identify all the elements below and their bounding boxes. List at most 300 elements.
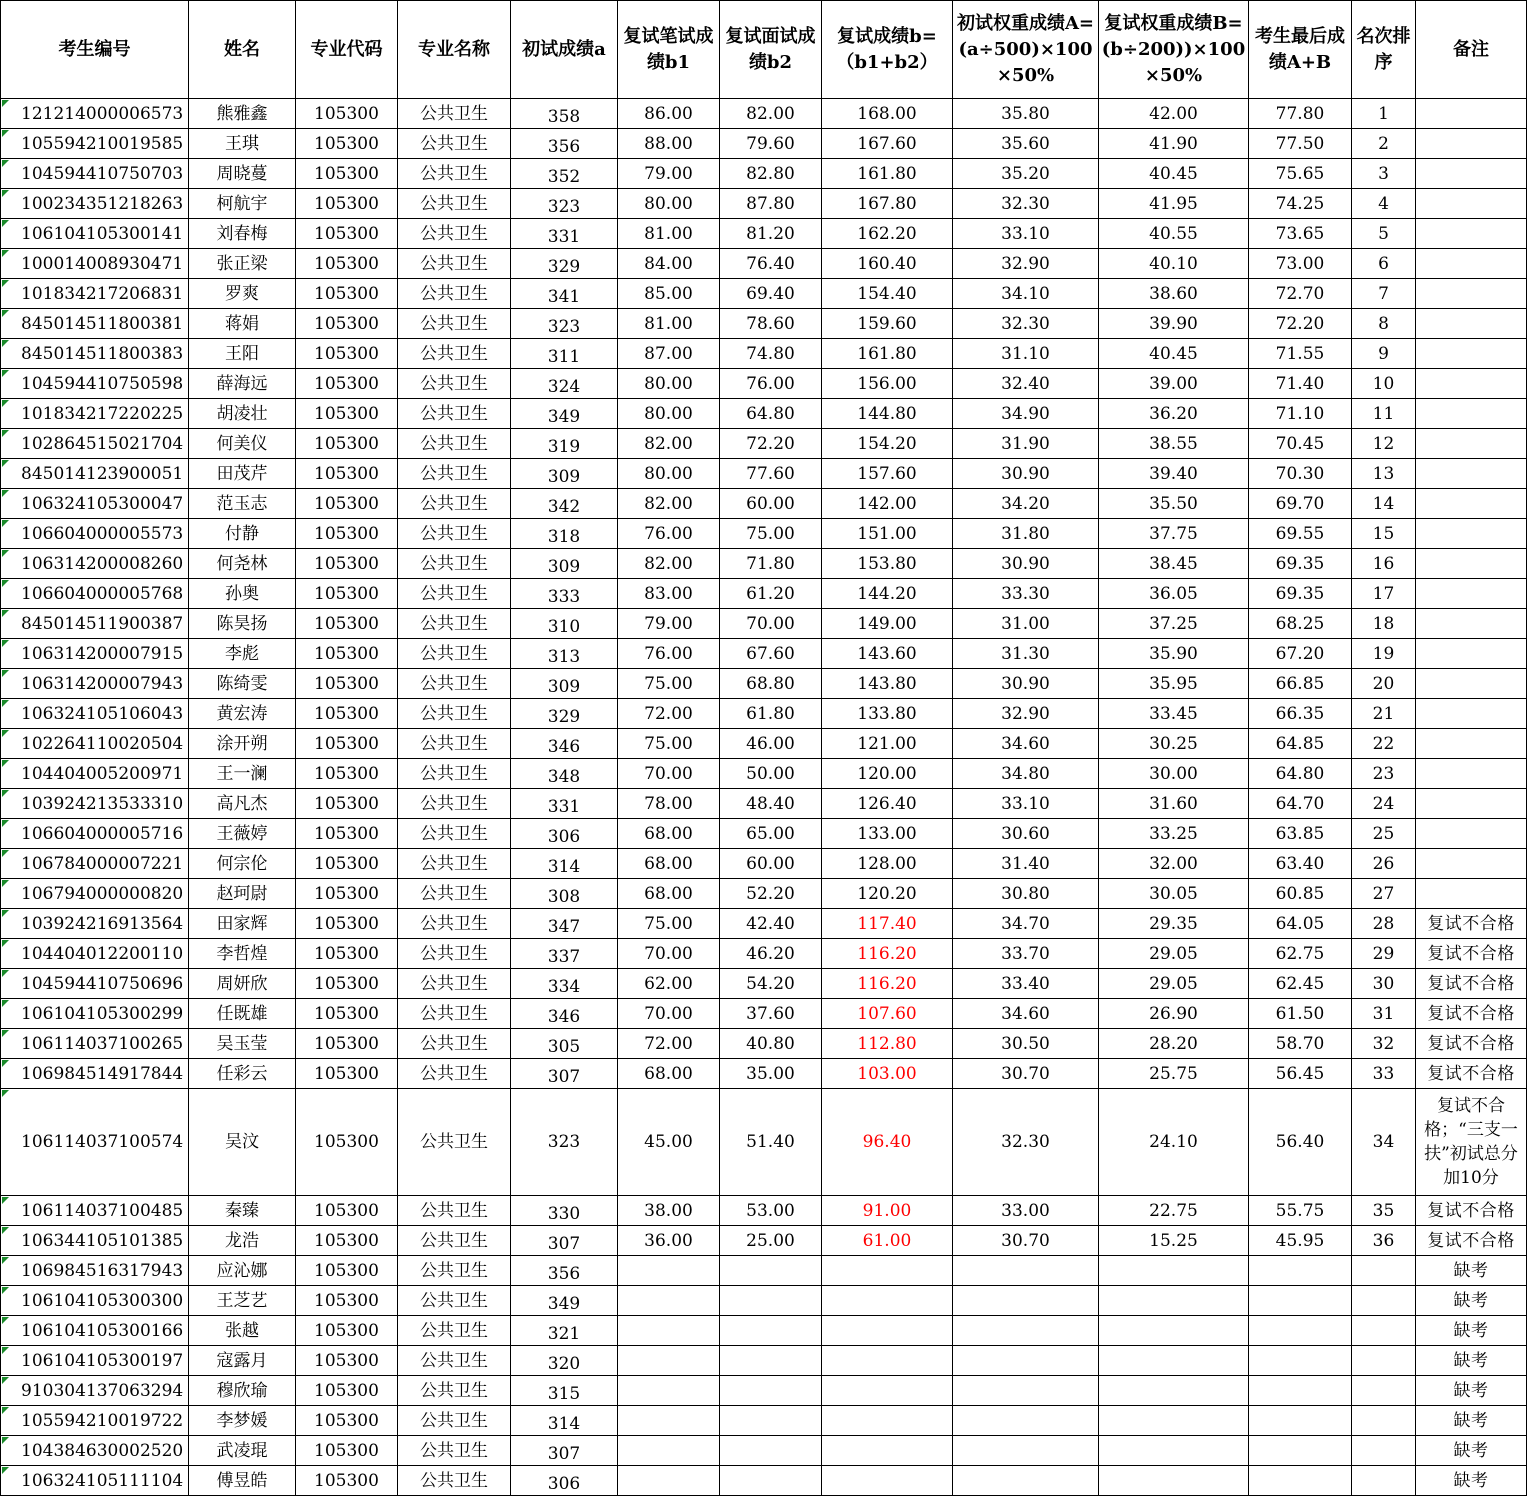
cell-initial-weighted: 34.70 xyxy=(953,909,1099,939)
table-row xyxy=(1,1376,1527,1406)
cell-retest-score: 161.80 xyxy=(822,339,953,369)
cell-remarks xyxy=(1416,489,1527,519)
table-row xyxy=(1,219,1527,249)
cell-written-score xyxy=(618,1346,720,1376)
cell-retest-score: 117.40 xyxy=(822,909,953,939)
cell-rank: 25 xyxy=(1352,819,1416,849)
cell-candidate-id: 106794000000820 xyxy=(1,879,189,909)
cell-interview-score xyxy=(720,1376,822,1406)
cell-major-name: 公共卫生 xyxy=(398,1466,511,1496)
cell-major-name: 公共卫生 xyxy=(398,1029,511,1059)
cell-final-score: 64.70 xyxy=(1249,789,1352,819)
header-written-score: 复试笔试成绩b1 xyxy=(618,1,720,99)
cell-remarks: 复试不合格 xyxy=(1416,969,1527,999)
cell-initial-score: 310 xyxy=(511,609,618,639)
cell-retest-weighted: 35.50 xyxy=(1099,489,1249,519)
header-major-name: 专业名称 xyxy=(398,1,511,99)
cell-remarks xyxy=(1416,789,1527,819)
cell-retest-weighted: 40.55 xyxy=(1099,219,1249,249)
cell-written-score: 75.00 xyxy=(618,729,720,759)
cell-written-score: 80.00 xyxy=(618,189,720,219)
cell-interview-score: 35.00 xyxy=(720,1059,822,1089)
cell-initial-score: 346 xyxy=(511,729,618,759)
cell-major-code: 105300 xyxy=(296,1346,398,1376)
cell-written-score: 82.00 xyxy=(618,489,720,519)
table-row xyxy=(1,429,1527,459)
cell-initial-score: 356 xyxy=(511,1256,618,1286)
cell-written-score: 78.00 xyxy=(618,789,720,819)
cell-retest-weighted xyxy=(1099,1256,1249,1286)
cell-initial-weighted: 32.30 xyxy=(953,189,1099,219)
cell-name: 周晓蔓 xyxy=(189,159,296,189)
cell-major-code: 105300 xyxy=(296,609,398,639)
cell-interview-score: 82.00 xyxy=(720,99,822,129)
cell-name: 王薇婷 xyxy=(189,819,296,849)
cell-remarks: 缺考 xyxy=(1416,1376,1527,1406)
cell-initial-score: 311 xyxy=(511,339,618,369)
header-retest-score: 复试成绩b=（b1+b2） xyxy=(822,1,953,99)
cell-rank: 18 xyxy=(1352,609,1416,639)
cell-major-name: 公共卫生 xyxy=(398,219,511,249)
table-row xyxy=(1,249,1527,279)
cell-final-score: 68.25 xyxy=(1249,609,1352,639)
cell-rank: 6 xyxy=(1352,249,1416,279)
cell-rank: 29 xyxy=(1352,939,1416,969)
cell-candidate-id: 104594410750696 xyxy=(1,969,189,999)
cell-retest-score: 144.80 xyxy=(822,399,953,429)
cell-initial-weighted xyxy=(953,1376,1099,1406)
cell-initial-score: 329 xyxy=(511,249,618,279)
cell-major-code: 105300 xyxy=(296,579,398,609)
cell-initial-weighted: 35.80 xyxy=(953,99,1099,129)
cell-major-name: 公共卫生 xyxy=(398,99,511,129)
cell-interview-score: 72.20 xyxy=(720,429,822,459)
cell-initial-weighted xyxy=(953,1436,1099,1466)
cell-written-score xyxy=(618,1256,720,1286)
cell-name: 周妍欣 xyxy=(189,969,296,999)
cell-final-score xyxy=(1249,1466,1352,1496)
cell-written-score: 81.00 xyxy=(618,309,720,339)
cell-interview-score: 60.00 xyxy=(720,849,822,879)
cell-written-score: 80.00 xyxy=(618,459,720,489)
cell-major-name: 公共卫生 xyxy=(398,429,511,459)
cell-retest-weighted: 39.40 xyxy=(1099,459,1249,489)
table-row xyxy=(1,99,1527,129)
cell-retest-weighted: 28.20 xyxy=(1099,1029,1249,1059)
table-row xyxy=(1,1226,1527,1256)
cell-rank xyxy=(1352,1346,1416,1376)
cell-interview-score: 81.20 xyxy=(720,219,822,249)
table-row xyxy=(1,369,1527,399)
cell-initial-score: 323 xyxy=(511,309,618,339)
cell-major-code: 105300 xyxy=(296,279,398,309)
cell-major-code: 105300 xyxy=(296,159,398,189)
cell-final-score xyxy=(1249,1346,1352,1376)
cell-interview-score xyxy=(720,1346,822,1376)
header-interview-score: 复试面试成绩b2 xyxy=(720,1,822,99)
cell-retest-score: 133.00 xyxy=(822,819,953,849)
cell-retest-weighted xyxy=(1099,1466,1249,1496)
cell-retest-weighted: 41.90 xyxy=(1099,129,1249,159)
cell-initial-weighted: 34.60 xyxy=(953,729,1099,759)
cell-retest-score: 143.80 xyxy=(822,669,953,699)
cell-name: 陈绮雯 xyxy=(189,669,296,699)
cell-major-name: 公共卫生 xyxy=(398,669,511,699)
cell-interview-score: 69.40 xyxy=(720,279,822,309)
cell-interview-score: 53.00 xyxy=(720,1196,822,1226)
table-row xyxy=(1,489,1527,519)
cell-final-score: 73.65 xyxy=(1249,219,1352,249)
cell-rank: 24 xyxy=(1352,789,1416,819)
cell-interview-score: 25.00 xyxy=(720,1226,822,1256)
cell-rank: 15 xyxy=(1352,519,1416,549)
cell-interview-score: 87.80 xyxy=(720,189,822,219)
cell-interview-score: 51.40 xyxy=(720,1089,822,1196)
cell-name: 穆欣瑜 xyxy=(189,1376,296,1406)
cell-rank: 16 xyxy=(1352,549,1416,579)
cell-candidate-id: 845014511900387 xyxy=(1,609,189,639)
cell-name: 吴玉莹 xyxy=(189,1029,296,1059)
cell-retest-weighted: 36.05 xyxy=(1099,579,1249,609)
cell-written-score: 82.00 xyxy=(618,549,720,579)
cell-final-score: 69.70 xyxy=(1249,489,1352,519)
cell-major-name: 公共卫生 xyxy=(398,339,511,369)
cell-interview-score: 76.00 xyxy=(720,369,822,399)
cell-initial-score: 323 xyxy=(511,189,618,219)
table-row xyxy=(1,1196,1527,1226)
cell-written-score xyxy=(618,1376,720,1406)
table-row xyxy=(1,189,1527,219)
cell-interview-score: 76.40 xyxy=(720,249,822,279)
cell-rank: 5 xyxy=(1352,219,1416,249)
cell-remarks xyxy=(1416,639,1527,669)
cell-retest-score xyxy=(822,1316,953,1346)
table-row xyxy=(1,759,1527,789)
cell-interview-score: 82.80 xyxy=(720,159,822,189)
table-row xyxy=(1,129,1527,159)
cell-name: 刘春梅 xyxy=(189,219,296,249)
cell-rank xyxy=(1352,1286,1416,1316)
cell-initial-score: 331 xyxy=(511,789,618,819)
cell-initial-weighted: 34.60 xyxy=(953,999,1099,1029)
cell-interview-score: 64.80 xyxy=(720,399,822,429)
cell-major-name: 公共卫生 xyxy=(398,1256,511,1286)
table-row xyxy=(1,1316,1527,1346)
header-name: 姓名 xyxy=(189,1,296,99)
cell-major-code: 105300 xyxy=(296,1059,398,1089)
cell-written-score: 68.00 xyxy=(618,819,720,849)
cell-retest-weighted: 15.25 xyxy=(1099,1226,1249,1256)
cell-retest-weighted: 32.00 xyxy=(1099,849,1249,879)
cell-retest-weighted: 30.05 xyxy=(1099,879,1249,909)
cell-initial-weighted: 30.90 xyxy=(953,549,1099,579)
table-row xyxy=(1,1406,1527,1436)
cell-major-code: 105300 xyxy=(296,999,398,1029)
cell-final-score: 70.30 xyxy=(1249,459,1352,489)
cell-remarks: 复试不合格 xyxy=(1416,939,1527,969)
cell-remarks xyxy=(1416,579,1527,609)
cell-interview-score: 46.00 xyxy=(720,729,822,759)
table-row xyxy=(1,279,1527,309)
cell-major-code: 105300 xyxy=(296,549,398,579)
cell-major-code: 105300 xyxy=(296,909,398,939)
cell-candidate-id: 106104105300166 xyxy=(1,1316,189,1346)
cell-interview-score: 67.60 xyxy=(720,639,822,669)
cell-initial-weighted: 30.90 xyxy=(953,459,1099,489)
cell-rank: 30 xyxy=(1352,969,1416,999)
cell-rank xyxy=(1352,1316,1416,1346)
cell-rank xyxy=(1352,1256,1416,1286)
cell-initial-weighted: 30.70 xyxy=(953,1226,1099,1256)
cell-final-score: 74.25 xyxy=(1249,189,1352,219)
header-major-code: 专业代码 xyxy=(296,1,398,99)
cell-major-code: 105300 xyxy=(296,789,398,819)
cell-retest-weighted: 29.35 xyxy=(1099,909,1249,939)
cell-major-name: 公共卫生 xyxy=(398,999,511,1029)
cell-retest-weighted: 40.45 xyxy=(1099,339,1249,369)
cell-interview-score xyxy=(720,1316,822,1346)
cell-final-score: 64.05 xyxy=(1249,909,1352,939)
cell-remarks: 复试不合格 xyxy=(1416,1196,1527,1226)
cell-retest-weighted xyxy=(1099,1286,1249,1316)
cell-rank: 4 xyxy=(1352,189,1416,219)
cell-rank: 26 xyxy=(1352,849,1416,879)
cell-rank: 7 xyxy=(1352,279,1416,309)
cell-retest-weighted: 41.95 xyxy=(1099,189,1249,219)
cell-major-name: 公共卫生 xyxy=(398,459,511,489)
cell-rank xyxy=(1352,1406,1416,1436)
cell-initial-score: 324 xyxy=(511,369,618,399)
cell-retest-weighted: 29.05 xyxy=(1099,969,1249,999)
cell-interview-score: 79.60 xyxy=(720,129,822,159)
cell-candidate-id: 106314200007915 xyxy=(1,639,189,669)
table-row xyxy=(1,1466,1527,1496)
cell-final-score: 45.95 xyxy=(1249,1226,1352,1256)
cell-major-code: 105300 xyxy=(296,129,398,159)
cell-retest-score: 96.40 xyxy=(822,1089,953,1196)
cell-remarks xyxy=(1416,189,1527,219)
cell-name: 涂开朔 xyxy=(189,729,296,759)
cell-retest-weighted: 29.05 xyxy=(1099,939,1249,969)
header-initial-weighted: 初试权重成绩A=(a÷500)×100×50% xyxy=(953,1,1099,99)
cell-initial-weighted: 32.40 xyxy=(953,369,1099,399)
cell-initial-weighted: 30.80 xyxy=(953,879,1099,909)
cell-initial-score: 330 xyxy=(511,1196,618,1226)
cell-major-name: 公共卫生 xyxy=(398,1346,511,1376)
cell-initial-score: 347 xyxy=(511,909,618,939)
cell-name: 任既雄 xyxy=(189,999,296,1029)
cell-initial-weighted: 31.00 xyxy=(953,609,1099,639)
cell-candidate-id: 106314200007943 xyxy=(1,669,189,699)
cell-name: 罗爽 xyxy=(189,279,296,309)
table-row xyxy=(1,849,1527,879)
cell-initial-score: 329 xyxy=(511,699,618,729)
cell-major-name: 公共卫生 xyxy=(398,579,511,609)
cell-final-score xyxy=(1249,1316,1352,1346)
cell-major-name: 公共卫生 xyxy=(398,759,511,789)
cell-retest-score xyxy=(822,1346,953,1376)
cell-written-score: 83.00 xyxy=(618,579,720,609)
cell-initial-score: 309 xyxy=(511,459,618,489)
cell-candidate-id: 106604000005716 xyxy=(1,819,189,849)
cell-major-name: 公共卫生 xyxy=(398,819,511,849)
table-row xyxy=(1,309,1527,339)
cell-major-name: 公共卫生 xyxy=(398,1089,511,1196)
cell-interview-score xyxy=(720,1286,822,1316)
header-final-score: 考生最后成绩A+B xyxy=(1249,1,1352,99)
cell-major-code: 105300 xyxy=(296,1089,398,1196)
cell-retest-weighted: 40.45 xyxy=(1099,159,1249,189)
cell-written-score: 70.00 xyxy=(618,939,720,969)
cell-name: 李哲煌 xyxy=(189,939,296,969)
cell-written-score: 80.00 xyxy=(618,369,720,399)
cell-written-score: 68.00 xyxy=(618,879,720,909)
cell-final-score: 75.65 xyxy=(1249,159,1352,189)
cell-candidate-id: 106104105300299 xyxy=(1,999,189,1029)
cell-name: 傅昱皓 xyxy=(189,1466,296,1496)
cell-major-code: 105300 xyxy=(296,969,398,999)
cell-interview-score: 48.40 xyxy=(720,789,822,819)
cell-initial-weighted: 33.40 xyxy=(953,969,1099,999)
cell-candidate-id: 106114037100265 xyxy=(1,1029,189,1059)
cell-name: 范玉志 xyxy=(189,489,296,519)
cell-initial-score: 307 xyxy=(511,1226,618,1256)
cell-major-code: 105300 xyxy=(296,1466,398,1496)
cell-name: 李梦媛 xyxy=(189,1406,296,1436)
cell-major-code: 105300 xyxy=(296,459,398,489)
cell-name: 张越 xyxy=(189,1316,296,1346)
cell-remarks: 缺考 xyxy=(1416,1316,1527,1346)
cell-interview-score: 61.20 xyxy=(720,579,822,609)
cell-major-code: 105300 xyxy=(296,1196,398,1226)
cell-candidate-id: 103924216913564 xyxy=(1,909,189,939)
cell-remarks: 缺考 xyxy=(1416,1406,1527,1436)
cell-initial-weighted: 30.90 xyxy=(953,669,1099,699)
cell-final-score: 72.70 xyxy=(1249,279,1352,309)
cell-remarks xyxy=(1416,249,1527,279)
table-row xyxy=(1,789,1527,819)
cell-final-score: 55.75 xyxy=(1249,1196,1352,1226)
cell-initial-score: 348 xyxy=(511,759,618,789)
cell-retest-score xyxy=(822,1436,953,1466)
cell-rank: 13 xyxy=(1352,459,1416,489)
cell-initial-score: 318 xyxy=(511,519,618,549)
cell-interview-score: 74.80 xyxy=(720,339,822,369)
cell-written-score: 62.00 xyxy=(618,969,720,999)
cell-rank: 9 xyxy=(1352,339,1416,369)
cell-retest-weighted: 36.20 xyxy=(1099,399,1249,429)
cell-name: 付静 xyxy=(189,519,296,549)
cell-candidate-id: 106114037100485 xyxy=(1,1196,189,1226)
cell-major-code: 105300 xyxy=(296,819,398,849)
cell-major-name: 公共卫生 xyxy=(398,1316,511,1346)
cell-retest-score: 107.60 xyxy=(822,999,953,1029)
table-row xyxy=(1,939,1527,969)
cell-major-code: 105300 xyxy=(296,1376,398,1406)
cell-candidate-id: 103924213533310 xyxy=(1,789,189,819)
cell-major-code: 105300 xyxy=(296,519,398,549)
cell-interview-score xyxy=(720,1256,822,1286)
cell-retest-weighted: 33.25 xyxy=(1099,819,1249,849)
cell-remarks xyxy=(1416,879,1527,909)
cell-final-score: 71.55 xyxy=(1249,339,1352,369)
cell-initial-score: 349 xyxy=(511,399,618,429)
cell-major-name: 公共卫生 xyxy=(398,969,511,999)
cell-initial-weighted: 30.70 xyxy=(953,1059,1099,1089)
cell-initial-score: 349 xyxy=(511,1286,618,1316)
cell-retest-score: 126.40 xyxy=(822,789,953,819)
cell-retest-weighted: 38.45 xyxy=(1099,549,1249,579)
cell-major-name: 公共卫生 xyxy=(398,609,511,639)
cell-initial-score: 307 xyxy=(511,1436,618,1466)
cell-retest-score: 133.80 xyxy=(822,699,953,729)
cell-remarks xyxy=(1416,159,1527,189)
cell-major-name: 公共卫生 xyxy=(398,1286,511,1316)
cell-written-score: 81.00 xyxy=(618,219,720,249)
cell-major-name: 公共卫生 xyxy=(398,1376,511,1406)
table-row xyxy=(1,699,1527,729)
table-row xyxy=(1,459,1527,489)
cell-major-name: 公共卫生 xyxy=(398,879,511,909)
cell-retest-score: 154.40 xyxy=(822,279,953,309)
cell-remarks xyxy=(1416,369,1527,399)
cell-initial-weighted: 32.30 xyxy=(953,309,1099,339)
cell-remarks: 复试不合格 xyxy=(1416,909,1527,939)
cell-initial-score: 333 xyxy=(511,579,618,609)
cell-rank: 21 xyxy=(1352,699,1416,729)
table-row xyxy=(1,1286,1527,1316)
cell-rank: 17 xyxy=(1352,579,1416,609)
cell-candidate-id: 102264110020504 xyxy=(1,729,189,759)
table-row xyxy=(1,639,1527,669)
cell-written-score: 79.00 xyxy=(618,609,720,639)
cell-name: 龙浩 xyxy=(189,1226,296,1256)
cell-initial-weighted: 31.80 xyxy=(953,519,1099,549)
cell-initial-score: 358 xyxy=(511,99,618,129)
cell-retest-weighted: 30.00 xyxy=(1099,759,1249,789)
cell-rank: 23 xyxy=(1352,759,1416,789)
cell-remarks: 缺考 xyxy=(1416,1436,1527,1466)
cell-name: 黄宏涛 xyxy=(189,699,296,729)
cell-retest-score xyxy=(822,1376,953,1406)
cell-major-name: 公共卫生 xyxy=(398,129,511,159)
cell-name: 王一澜 xyxy=(189,759,296,789)
table-row xyxy=(1,159,1527,189)
cell-retest-score: 128.00 xyxy=(822,849,953,879)
cell-written-score: 87.00 xyxy=(618,339,720,369)
cell-initial-weighted: 31.30 xyxy=(953,639,1099,669)
cell-remarks xyxy=(1416,279,1527,309)
cell-name: 熊雅鑫 xyxy=(189,99,296,129)
cell-written-score: 45.00 xyxy=(618,1089,720,1196)
cell-retest-weighted: 39.90 xyxy=(1099,309,1249,339)
cell-interview-score: 52.20 xyxy=(720,879,822,909)
cell-initial-weighted xyxy=(953,1466,1099,1496)
cell-candidate-id: 106324105111104 xyxy=(1,1466,189,1496)
cell-remarks: 复试不合格 xyxy=(1416,1226,1527,1256)
cell-written-score: 70.00 xyxy=(618,999,720,1029)
cell-initial-score: 342 xyxy=(511,489,618,519)
cell-major-code: 105300 xyxy=(296,729,398,759)
cell-retest-score: 167.80 xyxy=(822,189,953,219)
cell-initial-score: 356 xyxy=(511,129,618,159)
cell-retest-score: 168.00 xyxy=(822,99,953,129)
cell-candidate-id: 845014123900051 xyxy=(1,459,189,489)
cell-retest-score: 157.60 xyxy=(822,459,953,489)
cell-candidate-id: 121214000006573 xyxy=(1,99,189,129)
cell-remarks xyxy=(1416,219,1527,249)
cell-retest-weighted: 38.55 xyxy=(1099,429,1249,459)
